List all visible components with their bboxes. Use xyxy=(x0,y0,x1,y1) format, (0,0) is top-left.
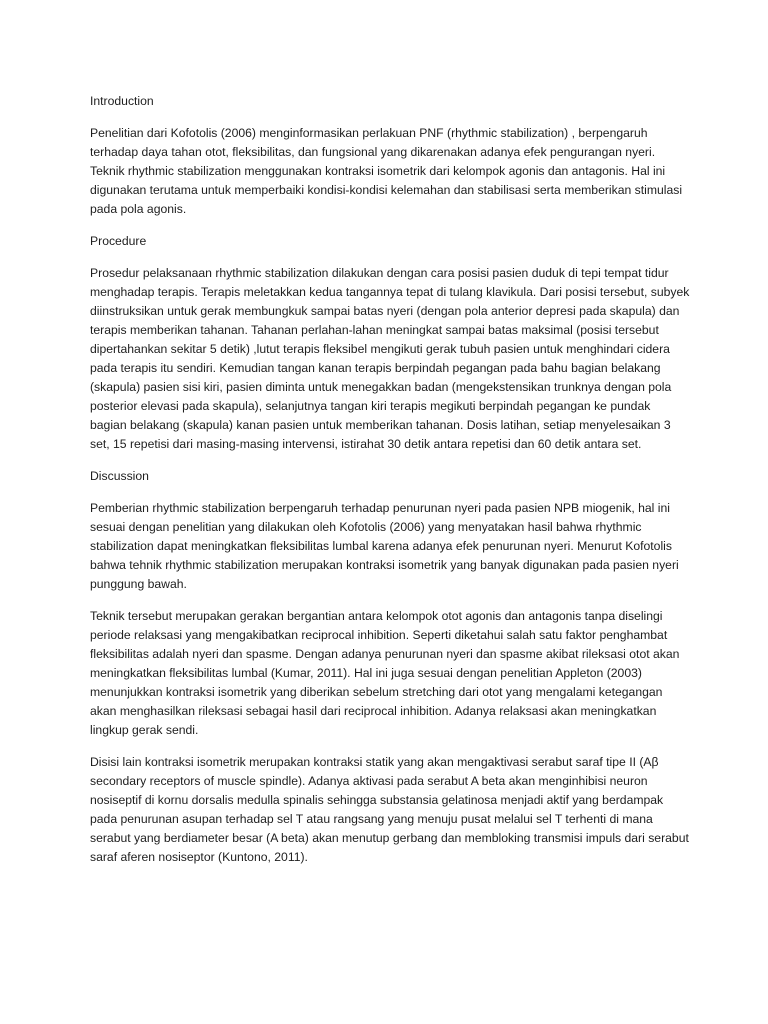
document-page xyxy=(90,92,690,880)
section-introduction xyxy=(90,92,690,219)
section-heading: Procedure xyxy=(90,234,147,248)
paragraph: Teknik tersebut merupakan gerakan bergantian antara kelompok otot agonis dan antagonis tanpa diselingi periode relaksasi yang mengakibatkan reciprocal inhibition. Seperti diketahui salah satu faktor penghambat fleksibilitas adalah nyeri dan spasme. Dengan adanya penurunan nyeri dan spasme akibat rileksasi otot akan meningkatkan fleksibilitas lumbal (Kumar, 2011). Hal ini juga sesuai dengan penelitian Appleton (2003) menunjukkan kontraksi isometrik yang diberikan sebelum stretching dari otot yang mengalami ketegangan akan menghasilkan rileksasi sebagai hasil dari reciprocal inhibition. Adanya relaksasi akan meningkatkan lingkup gerak sendi. xyxy=(90,609,680,737)
paragraph: Disisi lain kontraksi isometrik merupakan kontraksi statik yang akan mengaktivasi serabut saraf tipe II (Aβ secondary receptors of muscle spindle). Adanya aktivasi pada serabut A beta akan menginhibisi neuron nosiseptif di kornu dorsalis medulla spinalis sehingga substansia gelatinosa menjadi aktif yang berdampak pada penurunan asupan terhadap sel T atau rangsang yang menuju pusat melalui sel T terhenti di mana serabut yang berdiameter besar (A beta) akan menutup gerbang dan membloking transmisi impuls dari serabut saraf aferen nosiseptor (Kuntono, 2011). xyxy=(90,755,689,864)
paragraph: Penelitian dari Kofotolis (2006) menginformasikan perlakuan PNF (rhythmic stabilization) , berpengaruh terhadap daya tahan otot, fleksibilitas, dan fungsional yang dikarenakan adanya efek pengurangan nyeri. Teknik rhythmic stabilization menggunakan kontraksi isometrik dari kelompok agonis dan antagonis. Hal ini digunakan terutama untuk memperbaiki kondisi-kondisi kelemahan dan stabilisasi serta memberikan stimulasi pada pola agonis. xyxy=(90,126,683,216)
paragraph: Pemberian rhythmic stabilization berpengaruh terhadap penurunan nyeri pada pasien NPB miogenik, hal ini sesuai dengan penelitian yang dilakukan oleh Kofotolis (2006) yang menyatakan hasil bahwa rhythmic stabilization dapat meningkatkan fleksibilitas lumbal karena adanya efek penurunan nyeri. Menurut Kofotolis bahwa tehnik rhythmic stabilization merupakan kontraksi isometrik yang banyak digunakan pada pasien nyeri punggung bawah. xyxy=(90,501,679,591)
section-heading: Introduction xyxy=(90,94,154,108)
section-procedure xyxy=(90,232,690,454)
paragraph: Prosedur pelaksanaan rhythmic stabilization dilakukan dengan cara posisi pasien duduk di tepi tempat tidur menghadap terapis. Terapis meletakkan kedua tangannya tepat di tulang klavikula. Dari posisi tersebut, subyek diinstruksikan untuk gerak membungkuk sampai batas nyeri (dengan pola anterior depresi pada skapula) dan terapis memberikan tahanan. Tahanan perlahan-lahan meningkat sampai batas maksimal (posisi tersebut dipertahankan sekitar 5 detik) ,lutut terapis fleksibel mengikuti gerak tubuh pasien untuk menghindari cidera pada terapis itu sendiri. Kemudian tangan kanan terapis berpindah pegangan pada bahu bagian belakang (skapula) pasien sisi kiri, pasien diminta untuk menegakkan badan (mengekstensikan trunknya dengan pola posterior elevasi pada skapula), selanjutnya tangan kiri terapis megikuti berpindah pegangan ke pundak bagian belakang (skapula) kanan pasien untuk memberikan tahanan. Dosis latihan, setiap menyelesaikan 3 set, 15 repetisi dari masing-masing intervensi, istirahat 30 detik antara repetisi dan 60 detik antara set. xyxy=(90,266,690,451)
section-heading: Discussion xyxy=(90,469,149,483)
section-discussion xyxy=(90,467,690,867)
